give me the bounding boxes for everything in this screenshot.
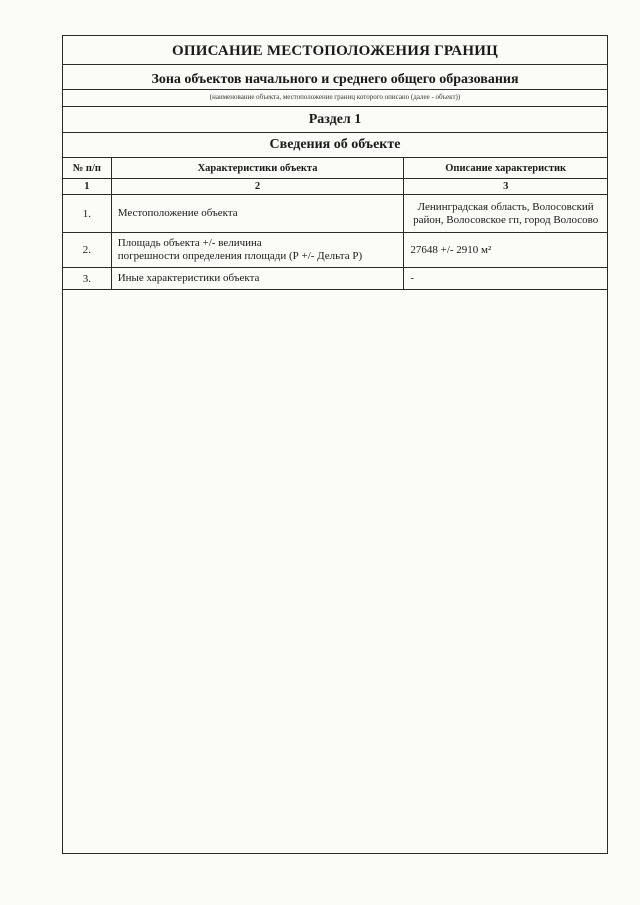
description-text: - (410, 272, 415, 284)
table-row (63, 233, 608, 268)
row-characteristic (111, 195, 404, 233)
description-text: 27648 +/- 2910 м² (410, 243, 492, 256)
header-characteristics: Характеристики объекта (111, 158, 404, 179)
object-name: Зона объектов начального и среднего общего образования (151, 72, 519, 87)
row-characteristic (111, 233, 404, 268)
object-info-table (62, 157, 608, 290)
object-name-caption: (наименование объекта, местоположение границ которого описано (далее - объект)) (209, 93, 461, 101)
row-number: 1. (63, 195, 112, 233)
table-row (63, 195, 608, 233)
table-row (63, 268, 608, 290)
document-title: ОПИСАНИЕ МЕСТОПОЛОЖЕНИЯ ГРАНИЦ (172, 43, 498, 59)
document-frame (62, 35, 608, 854)
characteristic-text: Иные характеристики объекта (117, 272, 260, 284)
table-header-row (63, 158, 608, 179)
row-number: 3. (63, 268, 112, 290)
row-description (404, 195, 608, 233)
column-number: 1 (63, 179, 112, 195)
divider (63, 64, 607, 65)
characteristic-text: Местоположение объекта (117, 207, 238, 219)
header-description: Описание характеристик (404, 158, 608, 179)
row-characteristic (111, 268, 404, 290)
section-heading: Раздел 1 (308, 112, 362, 127)
divider (63, 106, 607, 107)
row-description (404, 233, 608, 268)
divider (63, 89, 607, 90)
row-description (404, 268, 608, 290)
section-subheading: Сведения об объекте (269, 137, 401, 152)
description-text: район, Волосовское гп, город Волосово (413, 213, 599, 226)
header-number: № п/п (63, 158, 112, 179)
row-number: 2. (63, 233, 112, 268)
description-text: Ленинградская область, Волосовский (417, 200, 594, 213)
characteristic-text: погрешности определения площади (Р +/- Дельта Р) (117, 250, 363, 262)
divider (63, 132, 607, 133)
characteristic-text: Площадь объекта +/- величина (117, 237, 262, 249)
column-number-row (63, 179, 608, 195)
column-number: 3 (404, 179, 608, 195)
column-number: 2 (111, 179, 404, 195)
